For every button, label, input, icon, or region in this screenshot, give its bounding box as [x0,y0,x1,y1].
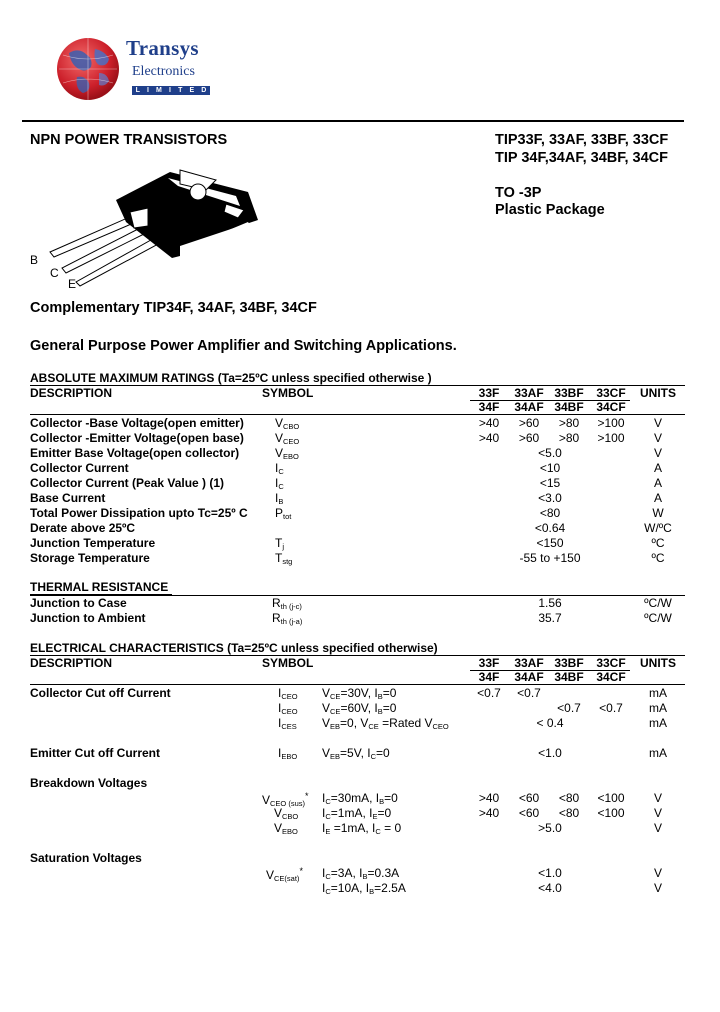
pin-label-collector: C [50,266,59,280]
abs-row-desc: Junction Temperature [30,536,156,550]
abs-row-symbol: $P_{tot}$ [275,506,292,521]
abs-row-desc: Base Current [30,491,106,505]
transistor-package-icon [30,160,270,290]
abs-variant-bottom-34CF: 34CF [596,400,626,414]
cutoff-row-value: <0.7 [557,701,581,715]
abs-col-units: UNITS [640,386,676,400]
elec-variant-top-33BF: 33BF [554,656,584,670]
abs-row-unit: W/ºC [644,521,672,535]
abs-row-value: >80 [558,431,580,445]
elec-col-units: UNITS [640,656,676,670]
abs-variant-top-33AF: 33AF [514,386,544,400]
pin-label-emitter: E [68,277,77,291]
company-logo [52,34,222,106]
abs-row-desc: Collector -Base Voltage(open emitter) [30,416,244,430]
abs-row-value: <10 [539,461,561,475]
elec-variant-bottom-34BF: 34BF [554,670,584,684]
abs-row-unit: V [653,416,662,430]
abs-variant-top-33BF: 33BF [554,386,584,400]
breakdown-row-value: <80 [558,806,580,820]
saturation-row-unit: V [653,881,662,895]
thermal-row-value: 35.7 [538,611,562,625]
breakdown-row-unit: V [653,791,662,805]
emitter-cutoff-row-symbol: $I_{EBO}$ [278,746,298,761]
abs-row-unit: ºC [651,551,665,565]
breakdown-row-value: <100 [597,806,625,820]
cutoff-row-value: <0.7 [517,686,541,700]
breakdown-row-unit: V [653,806,662,820]
abs-variant-bottom-34F: 34F [478,400,500,414]
abs-row-desc: Derate above 25ºC [30,521,136,535]
abs-row-unit: A [653,476,662,490]
thermal-title: THERMAL RESISTANCE [30,580,169,594]
abs-row-value: -55 to +150 [519,551,581,565]
saturation-row-unit: V [653,866,662,880]
thermal-row-value: 1.56 [538,596,562,610]
part-numbers-line2: TIP 34F,34AF, 34BF, 34CF [495,150,669,166]
elec-variant-top-33CF: 33CF [596,656,626,670]
thermal-row-symbol: $R_{th (j-c)}$ [272,596,302,611]
elec-variant-bottom-34CF: 34CF [596,670,626,684]
abs-row-value: <150 [536,536,564,550]
saturation-row-symbol: $V_{CE(sat)}^*$ [266,866,303,883]
cutoff-row-condition: $V_{CE}=60V$, $I_B=0$ [322,701,397,716]
abs-row-value: >60 [518,416,540,430]
abs-row-unit: V [653,431,662,445]
abs-row-symbol: $V_{CBO}$ [275,416,300,431]
elec-variant-top-33AF: 33AF [514,656,544,670]
abs-variant-bottom-34AF: 34AF [514,400,544,414]
thermal-row-unit: ºC/W [644,596,672,610]
page-title: NPN POWER TRANSISTORS [30,132,228,148]
package-type: TO -3P [495,185,542,201]
emitter-cutoff-row-value: <1.0 [538,746,562,760]
abs-variant-bottom-34BF: 34BF [554,400,584,414]
abs-row-value: >40 [478,416,500,430]
abs-row-unit: ºC [651,536,665,550]
cutoff-row-symbol: $I_{CEO}$ [278,686,298,701]
abs-row-symbol: $I_B$ [275,491,284,506]
saturation-row-condition: $I_C=3A$, $I_B=0.3A$ [322,866,400,881]
emitter-cutoff-row-unit: mA [649,746,667,760]
elec-variant-bottom-34AF: 34AF [514,670,544,684]
abs-row-symbol: $I_C$ [275,476,284,491]
breakdown-row-value: <60 [518,791,540,805]
elec-col-desc: DESCRIPTION [30,656,113,670]
elec-rule-head [30,684,685,685]
thermal-row-desc: Junction to Case [30,596,127,610]
cutoff-row-symbol: $I_{CES}$ [278,716,297,731]
abs-row-desc: Collector -Emitter Voltage(open base) [30,431,244,445]
abs-max-rule-head [30,414,685,415]
thermal-row-unit: ºC/W [644,611,672,625]
package-desc: Plastic Package [495,202,605,218]
applications-note: General Purpose Power Amplifier and Switching Applications. [30,338,457,354]
cutoff-row-value: <0.7 [599,701,623,715]
brand-name: Transys [126,36,199,60]
breakdown-row-value: <60 [518,806,540,820]
abs-row-value: >40 [478,431,500,445]
cutoff-row-symbol: $I_{CEO}$ [278,701,298,716]
abs-row-value: <15 [539,476,561,490]
cutoff-row-condition: $V_{CE}=30V$, $I_B=0$ [322,686,397,701]
group-emitter-cutoff: Emitter Cut off Current [30,746,160,760]
abs-variant-top-33CF: 33CF [596,386,626,400]
globe-logo-icon [55,35,125,105]
part-numbers-line1: TIP33F, 33AF, 33BF, 33CF [495,132,669,148]
elec-title: ELECTRICAL CHARACTERISTICS (Ta=25ºC unless specified otherwise) [30,641,438,655]
abs-row-value: <80 [539,506,561,520]
cutoff-row-unit: mA [649,701,667,715]
abs-row-value: <5.0 [538,446,562,460]
group-saturation: Saturation Voltages [30,851,142,865]
breakdown-row-condition: $I_C=1mA$, $I_E=0$ [322,806,392,821]
thermal-row-symbol: $R_{th (j-a)}$ [272,611,303,626]
breakdown-row-value: <80 [558,791,580,805]
abs-row-desc: Emitter Base Voltage(open collector) [30,446,240,460]
emitter-cutoff-row-condition: $V_{EB}=5V$, $I_C=0$ [322,746,390,761]
abs-row-unit: A [653,461,662,475]
abs-col-symbol: SYMBOL [262,386,314,400]
breakdown-row-value: <100 [597,791,625,805]
abs-row-symbol: $T_{stg}$ [275,551,293,566]
breakdown-row-condition: $I_C=30mA$, $I_B=0$ [322,791,398,806]
abs-row-unit: V [653,446,662,460]
breakdown-row-value: >5.0 [538,821,562,835]
breakdown-row-condition: $I_E =1mA$, $I_C = 0$ [322,821,402,836]
elec-variant-top-33F: 33F [478,656,500,670]
abs-row-unit: W [652,506,664,520]
saturation-row-value: <1.0 [538,866,562,880]
abs-row-symbol: $T_j$ [275,536,285,551]
abs-max-title: ABSOLUTE MAXIMUM RATINGS (Ta=25ºC unless specified otherwise ) [30,371,432,385]
abs-row-value: <3.0 [538,491,562,505]
abs-row-desc: Collector Current [30,461,129,475]
breakdown-row-value: >40 [478,791,500,805]
abs-row-unit: A [653,491,662,505]
abs-row-desc: Storage Temperature [30,551,150,565]
abs-row-value: >100 [597,431,625,445]
thermal-row-desc: Junction to Ambient [30,611,146,625]
saturation-row-condition: $I_C=10A$, $I_B=2.5A$ [322,881,406,896]
pin-label-base: B [30,253,39,267]
abs-row-value: <0.64 [534,521,566,535]
saturation-row-value: <4.0 [538,881,562,895]
abs-row-value: >80 [558,416,580,430]
cutoff-row-unit: mA [649,686,667,700]
cutoff-row-value: <0.7 [477,686,501,700]
breakdown-row-value: >40 [478,806,500,820]
elec-variant-bottom-34F: 34F [478,670,500,684]
breakdown-row-symbol: $V_{CBO}$ [274,806,299,821]
cutoff-row-unit: mA [649,716,667,730]
brand-limited-bar: L I M I T E D [132,86,210,95]
breakdown-row-symbol: $V_{EBO}$ [274,821,298,836]
group-breakdown: Breakdown Voltages [30,776,148,790]
breakdown-row-symbol: $V_{CEO (sus)}^*$ [262,791,309,808]
breakdown-row-unit: V [653,821,662,835]
abs-row-desc: Total Power Dissipation upto Tc=25º C [30,506,248,520]
abs-col-desc: DESCRIPTION [30,386,113,400]
header-rule [22,120,684,122]
abs-row-desc: Collector Current (Peak Value ) (1) [30,476,225,490]
complementary-note: Complementary TIP34F, 34AF, 34BF, 34CF [30,300,317,316]
group-collector-cutoff: Collector Cut off Current [30,686,171,700]
brand-subtitle: Electronics [132,64,195,79]
cutoff-row-condition: $V_{EB}=0$, $V_{CE}$ =Rated $V_{CEO}$ [322,716,449,731]
abs-row-symbol: $V_{EBO}$ [275,446,299,461]
abs-row-value: >100 [597,416,625,430]
abs-row-symbol: $V_{CEO}$ [275,431,300,446]
abs-row-symbol: $I_C$ [275,461,284,476]
elec-col-symbol: SYMBOL [262,656,314,670]
abs-variant-top-33F: 33F [478,386,500,400]
cutoff-row-value: < 0.4 [536,716,564,730]
abs-row-value: >60 [518,431,540,445]
